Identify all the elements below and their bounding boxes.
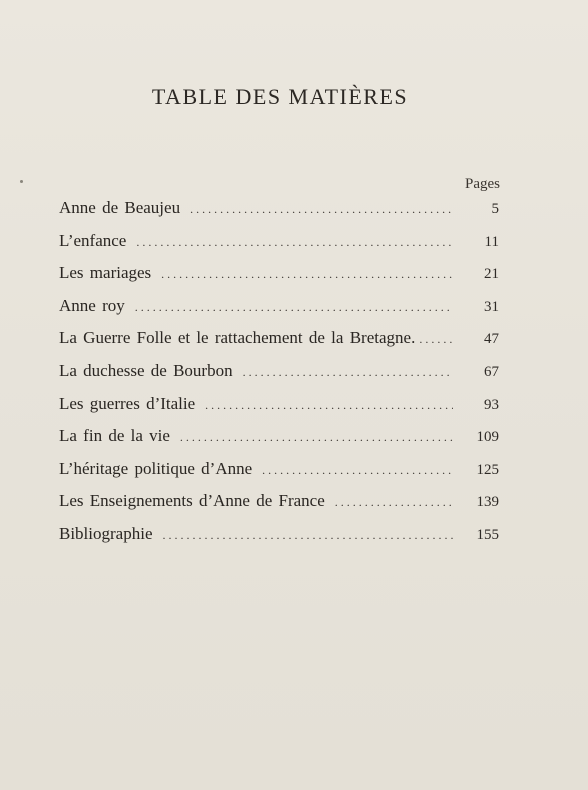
pages-column-header: Pages — [465, 176, 500, 192]
toc-entry-page: 31 — [484, 298, 499, 315]
toc-entry — [59, 457, 499, 490]
dot-leader — [243, 360, 453, 384]
toc-entry-title: Bibliographie — [59, 523, 153, 543]
toc-entry-page: 155 — [476, 526, 499, 543]
toc-entry — [59, 392, 499, 425]
dot-leader — [262, 458, 453, 482]
toc-entry — [59, 294, 499, 327]
toc-entry-title: L’héritage politique d’Anne — [59, 458, 253, 478]
dot-leader — [162, 523, 453, 547]
paper-speck — [20, 180, 23, 183]
toc-entry-page: 93 — [484, 396, 499, 413]
toc-entry — [59, 489, 499, 522]
dot-leader — [419, 327, 453, 351]
toc-entry-page: 67 — [484, 363, 499, 380]
toc-entry — [59, 359, 499, 392]
dot-leader — [205, 393, 453, 417]
toc-entry-page: 139 — [476, 494, 499, 511]
toc-entry — [59, 424, 499, 457]
page-title: TABLE DES MATIÈRES — [151, 84, 409, 109]
toc-entry-title: L’enfance — [59, 230, 127, 250]
dot-leader — [161, 262, 453, 286]
dot-leader — [180, 425, 453, 449]
dot-leader — [135, 295, 453, 319]
toc-entry-page: 47 — [484, 331, 499, 348]
table-of-contents — [59, 196, 499, 555]
toc-entry-page: 11 — [484, 233, 499, 250]
toc-entry-title: Les Enseignements d’Anne de France — [59, 491, 325, 511]
toc-entry-title: Les guerres d’Italie — [59, 393, 196, 413]
toc-entry-title: La Guerre Folle et le rattachement de la Bretagne — [59, 328, 412, 348]
toc-entry-title: Anne de Beaujeu — [59, 198, 181, 217]
toc-entry — [59, 196, 499, 229]
toc-entry-page: 125 — [476, 461, 499, 478]
toc-entry-page: 109 — [476, 429, 499, 446]
toc-entry — [59, 229, 499, 262]
dot-leader — [335, 490, 453, 514]
toc-entry-title: La duchesse de Bourbon — [59, 360, 233, 380]
toc-entry — [59, 326, 499, 359]
toc-entry-title: La fin de la vie — [59, 426, 170, 446]
toc-entry-title: Anne roy — [59, 295, 125, 315]
toc-entry — [59, 261, 499, 294]
dot-leader — [136, 230, 453, 254]
title-period: . — [411, 328, 416, 348]
toc-entry-page: 21 — [484, 266, 499, 283]
toc-entry — [59, 522, 499, 555]
toc-entry-title: Les mariages — [59, 263, 152, 283]
toc-entry-page: 5 — [491, 201, 499, 217]
dot-leader — [190, 197, 453, 221]
